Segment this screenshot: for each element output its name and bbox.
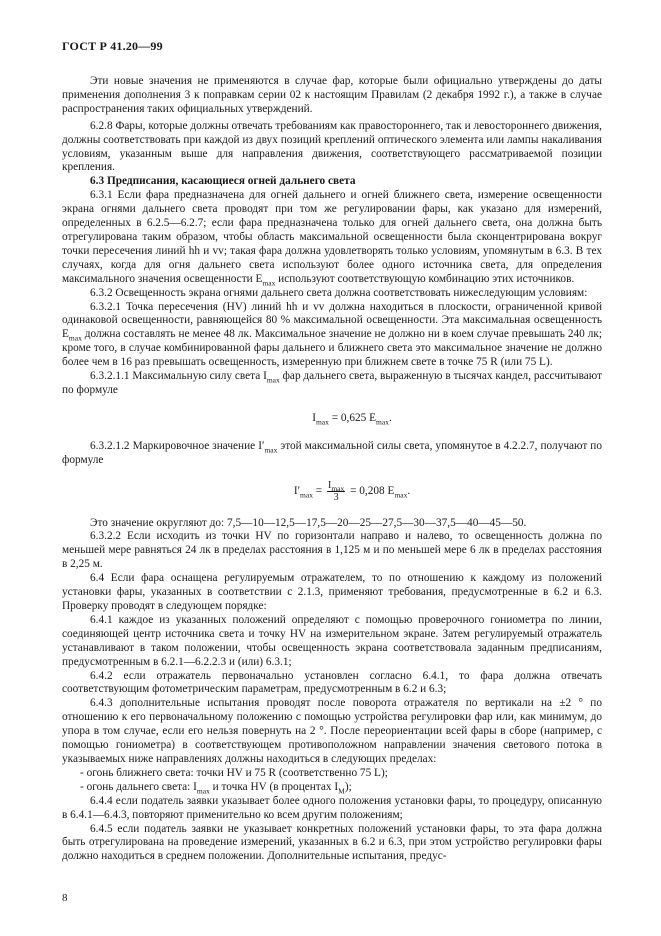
formula-i-prime-max: $I'_{max}$ = $\frac{I_{max}}{3}$ = 0,208 $E_{max}$. — [293, 479, 411, 503]
paragraph-6-3-2-1-2: 6.3.2.1.2 Маркировочное значение $I'_{max}$ этой максимальной силы света, упомянутое в 4.2.2.7, получают по формуле — [62, 439, 602, 466]
paragraph-6-4: 6.4 Если фара оснащена регулируемым отражателем, то по отношению к каждому из положений установки фары, указанных в соответствии с 2.1.3, применяют требования, предусмотренные в 6.2 и 6.3. Проверку проводят в следующем порядке: — [62, 572, 602, 612]
paragraph-6-2-8: 6.2.8 Фары, которые должны отвечать требованиям как правостороннего, так и левостороннего движения, должны соответствовать при каждой из двух позиций креплений оптического элемента или лампы накаливания условиям, указанным выше для направления движения, соответствующего рассматриваемой позиции крепления. — [62, 119, 602, 174]
paragraph-6-4-2: 6.4.2 если отражатель первоначально установлен согласно 6.4.1, то фара должна отвечать соответствующим фотометрическим параметрам, предусмотренным в 6.2 и 6.3; — [62, 669, 602, 696]
paragraph: Эти новые значения не применяются в случае фар, которые были официально утверждены до даты применения дополнения 3 к поправкам серии 02 к настоящим Правилам (2 декабря 1992 г.), а также в случае распространения таких официальных утверждений. — [62, 75, 602, 115]
paragraph-6-4-5: 6.4.5 если податель заявки не указывает конкретных положений установки фары, то эта фара должна быть отрегулирована на проведение измерений, указанных в 6.2 и 6.3, при этом устройство регулировки фары должно находиться в среднем положении. Дополнительные испытания, предус- — [62, 822, 602, 863]
paragraph-6-3-2-2: 6.3.2.2 Если исходить из точки HV по горизонтали направо и налево, то освещенность должна по меньшей мере равняться 24 лк в пределах расстояния в 1,125 м и по меньшей мере 6 лк в пределах расстояния в 2,25 м. — [62, 530, 602, 571]
section-heading-6-3: 6.3 Предписания, касающиеся огней дальнего света — [90, 175, 356, 188]
document-body — [62, 75, 602, 864]
paragraph-6-4-1: 6.4.1 каждое из указанных положений определяют с помощью проверочного гониометра по линии, соединяющей центр источника света и точку HV на измерительном экране. Затем регулируемый отражатель устанавливают в таком положении, чтобы освещенность экрана соответствовала заданным предписаниям, предусмотренным в 6.2.1—6.2.2.3 и (или) 6.3.1; — [62, 613, 602, 668]
paragraph-6-3-1: 6.3.1 Если фара предназначена для огней дальнего и огней ближнего света, измерение освещенности экрана огнями дальнего света проводят при том же регулировании фары, как указано для измерений, определенных в 6.2.5—6.2.7; если фара предназначена только для огней дальнего света, она должна быть отрегулирована таким образом, чтобы область максимальной освещенности была сконцентрирована вокруг точки пересечения линий hh и vv; такая фара должна удовлетворять только условиям, упомянутым в 6.3. В тех случаях, когда для огня дальнего света используют более одного источника света, для определения максимального значения освещенности $E_{max}$ используют соответствующую комбинацию этих источников. — [62, 189, 602, 287]
paragraph-6-4-3: 6.4.3 дополнительные испытания проводят после поворота отражателя по вертикали на ±2 ° по отношению к его первоначальному положению с помощью устройства регулировки фар или, как минимум, до упора в том случае, если его нельзя повернуть на 2 °. После переориентации всей фары в сборе (например, с помощью гониометра) в соответствующем противоположном направлении значения светового потока в указываемых ниже направлениях должны находиться в следующих пределах: — [62, 697, 602, 765]
paragraph-6-3-2: 6.3.2 Освещенность экрана огнями дальнего света должна соответствовать нижеследующим условиям: — [90, 286, 588, 299]
paragraph-6-4-4: 6.4.4 если податель заявки указывает более одного положения установки фары, то процедуру, описанную в 6.4.1—6.4.3, повторяют применительно ко всем другим положениям; — [62, 794, 602, 821]
list-item-high-beam: - огонь дальнего света: $I_{max}$ и точка HV (в процентах $I_M$); — [80, 780, 352, 796]
fraction: $\frac{I_{max}}{3}$ — [328, 479, 345, 503]
page-header: ГОСТ Р 41.20—99 — [62, 39, 163, 53]
formula-imax: $I_{max} = 0,625$ $E_{max}$. — [312, 411, 392, 427]
paragraph-rounding: Это значение округляют до: 7,5—10—12,5—17,5—20—25—27,5—30—37,5—40—45—50. — [90, 516, 527, 529]
page-number: 8 — [62, 892, 68, 904]
list-item-low-beam: - огонь ближнего света: точки HV и 75 R (соответственно 75 L); — [80, 766, 388, 779]
paragraph-6-3-2-1-1: 6.3.2.1.1 Максимальную силу света $I_{max}$ фар дальнего света, выраженную в тысячах кандел, рассчитывают по формуле — [62, 370, 603, 396]
paragraph-6-3-2-1: 6.3.2.1 Точка пересечения (HV) линий hh и vv должна находиться в плоскости, ограниченной кривой одинаковой освещенности, равняющейся 80 % максимальной освещенности. Эта максимальная освещенность $E_{max}$ должна составлять не менее 48 лк. Максимальное значение не должно ни в коем случае превышать 240 лк; кроме того, в случае комбинированной фары дальнего и ближнего света это максимальное значение не должно более чем в 16 раз превышать освещенность, измеренную при ближнем свете в точке 75 R (или 75 L). — [62, 300, 602, 369]
